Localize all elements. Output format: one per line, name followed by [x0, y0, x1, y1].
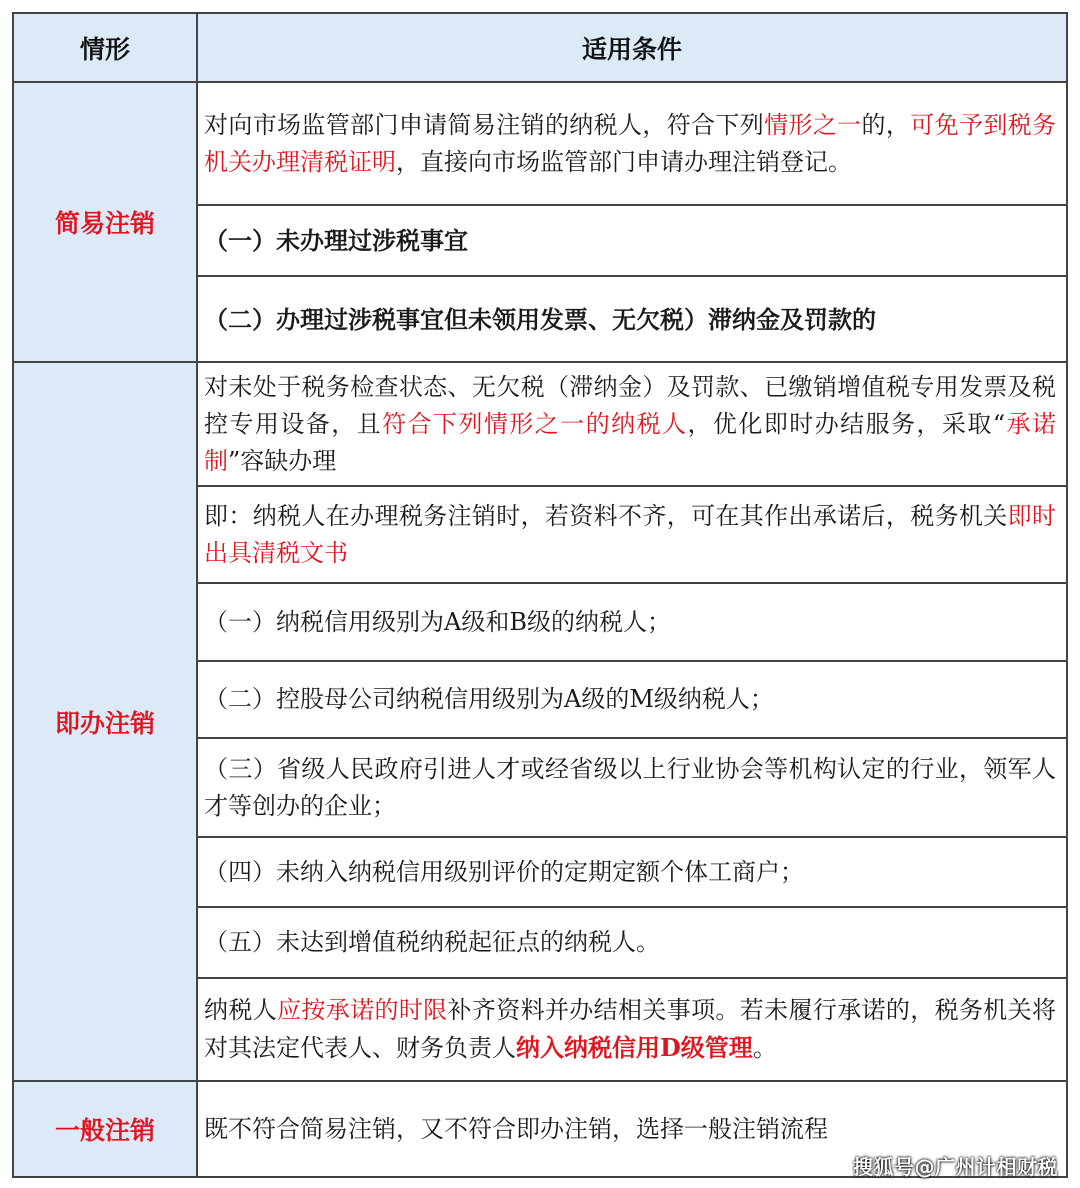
highlighted-text: 符合下列情形之一的纳税人 — [382, 409, 688, 438]
instant-item-2: （二）控股母公司纳税信用级别为A级的M级纳税人； — [197, 661, 1067, 738]
text-segment: 。 — [752, 1034, 777, 1062]
instant-item-4: （四）未纳入纳税信用级别评价的定期定额个体工商户； — [197, 837, 1067, 907]
highlighted-text: 应按承诺的时限 — [277, 996, 448, 1024]
simple-item-2: （二）办理过涉税事宜但未领用发票、无欠税）滞纳金及罚款的 — [197, 276, 1067, 362]
text-segment: 的， — [861, 110, 911, 139]
header-situation: 情形 — [13, 13, 197, 82]
instant-intro — [197, 362, 1067, 486]
simple-label: 简易注销 — [13, 82, 197, 362]
simple-intro — [197, 82, 1067, 205]
text-segment: ，直接向市场监管部门申请办理注销登记。 — [396, 147, 852, 176]
highlighted-text: 纳入纳税信用D级管理 — [516, 1033, 753, 1062]
text-segment: 补齐资料并办结相关事项。若未履行承诺的，税务机关将对其法定代表人、财务负责人 — [204, 996, 1057, 1062]
table-row — [13, 82, 1067, 205]
highlighted-text: 情形之一 — [764, 110, 862, 139]
instant-note — [197, 486, 1067, 583]
simple-item-1: （一）未办理过涉税事宜 — [197, 205, 1067, 276]
text-segment: ，优化即时办结服务，采取“ — [687, 409, 1006, 438]
general-text: 既不符合简易注销，又不符合即办注销，选择一般注销流程 — [197, 1081, 1067, 1177]
header-conditions: 适用条件 — [197, 13, 1067, 82]
text-segment: 即：纳税人在办理税务注销时，若资料不齐，可在其作出承诺后，税务机关 — [204, 501, 1008, 530]
watermark: 搜狐号@广州计相财税 — [853, 1155, 1058, 1179]
instant-label: 即办注销 — [13, 362, 197, 1081]
table-row — [13, 362, 1067, 486]
instant-item-5: （五）未达到增值税纳税起征点的纳税人。 — [197, 907, 1067, 978]
general-label: 一般注销 — [13, 1081, 197, 1177]
highlighted-text: 可免予到税务机关办理清税证明 — [204, 110, 1057, 176]
highlighted-text: 承诺制 — [204, 409, 1057, 475]
text-segment: ”容缺办理 — [228, 446, 337, 475]
text-segment: 对向市场监管部门申请简易注销的纳税人，符合下列 — [204, 110, 765, 139]
text-segment: 对未处于税务检查状态、无欠税（滞纳金）及罚款、已缴销增值税专用发票及税控专用设备，且 — [204, 372, 1056, 438]
instant-item-3: （三）省级人民政府引进人才或经省级以上行业协会等机构认定的行业，领军人才等创办的企业； — [197, 738, 1067, 837]
instant-item-1: （一）纳税信用级别为A级和B级的纳税人； — [197, 583, 1067, 661]
deregistration-table — [12, 12, 1068, 1178]
highlighted-text: 即时出具清税文书 — [204, 501, 1057, 567]
text-segment: 纳税人 — [204, 996, 278, 1024]
instant-tail — [197, 978, 1067, 1081]
header-row — [13, 13, 1067, 82]
